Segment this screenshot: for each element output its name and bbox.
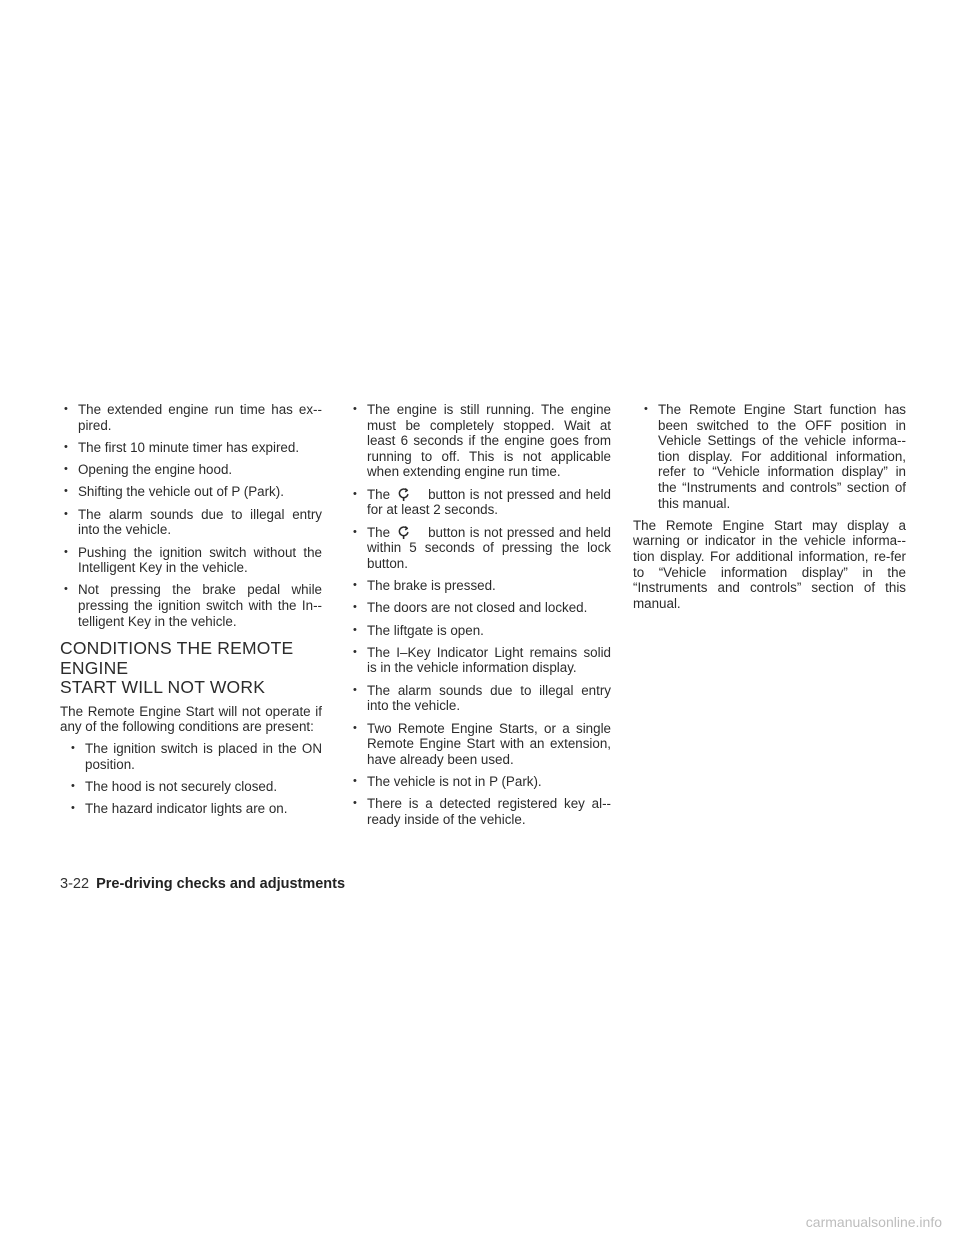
list-item: • The brake is pressed. [349,578,611,594]
list-item: • The Remote Engine Start function has been switched to the OFF position in Vehicle Settings of the vehicle informa-tion display. For additional information, refer to “Vehicle information display” in the “Instruments and controls” section of this manual. [640,402,906,511]
list-item: • The I–Key Indicator Light remains solid is in the vehicle information display. [349,645,611,676]
warning-paragraph: The Remote Engine Start may display a warning or indicator in the vehicle informa-tion display. For additional information, re-fer to “Vehicle information display” in the “Instruments and controls” section of this manual. [633,517,906,611]
list-item [349,525,611,572]
list-item: • The first 10 minute timer has expired. [60,440,322,456]
list-item: • The alarm sounds due to illegal entry into the vehicle. [60,507,322,538]
page-number: 3-22 [60,876,90,892]
chapter-title: Pre-driving checks and adjustments [96,876,346,892]
column-right [633,402,906,617]
list-item: • The liftgate is open. [349,623,611,639]
list-item: • The ignition switch is placed in the ON position. [67,741,322,772]
heading-line-1: CONDITIONS THE REMOTE ENGINE [60,638,294,678]
column-left [60,402,322,823]
column-middle [349,402,611,834]
list-item: • Pushing the ignition switch without the Intelligent Key in the vehicle. [60,545,322,576]
stop-conditions-list [60,402,322,629]
not-work-conditions-list-end [633,402,906,511]
item-suffix: button is not pressed and held within 5 seconds of pressing the lock button. [367,524,611,571]
list-item: • The engine is still running. The engine must be completely stopped. Wait at least 6 seconds if the engine goes from running to off. This is not applicable when extending engine run time. [349,402,611,480]
remote-start-icon [390,526,428,538]
list-item: • The hood is not securely closed. [67,779,322,795]
section-heading [60,639,322,698]
not-work-conditions-list [60,741,322,817]
item-prefix: The [367,486,391,502]
list-item: • Not pressing the brake pedal while pressing the ignition switch with the In-telligent Key in the vehicle. [60,582,322,629]
not-work-conditions-list-continued [349,402,611,828]
remote-start-icon [390,488,428,500]
list-item: • The alarm sounds due to illegal entry into the vehicle. [349,683,611,714]
item-prefix: The [367,524,391,540]
watermark: carmanualsonline.info [805,1214,942,1230]
list-item: • There is a detected registered key al-ready inside of the vehicle. [349,796,611,827]
list-item: • Opening the engine hood. [60,462,322,478]
list-item: • The doors are not closed and locked. [349,600,611,616]
list-item: • The vehicle is not in P (Park). [349,774,611,790]
list-item: • Shifting the vehicle out of P (Park). [60,484,322,500]
item-suffix: button is not pressed and held for at least 2 seconds. [367,486,611,518]
list-item: • Two Remote Engine Starts, or a single Remote Engine Start with an extension, have already been used. [349,721,611,768]
list-item: • The extended engine run time has ex-pired. [60,402,322,433]
intro-paragraph: The Remote Engine Start will not operate if any of the following conditions are present: [60,703,322,735]
list-item [349,487,611,518]
page-footer [60,876,345,892]
list-item: • The hazard indicator lights are on. [67,801,322,817]
heading-line-2: START WILL NOT WORK [60,677,266,698]
